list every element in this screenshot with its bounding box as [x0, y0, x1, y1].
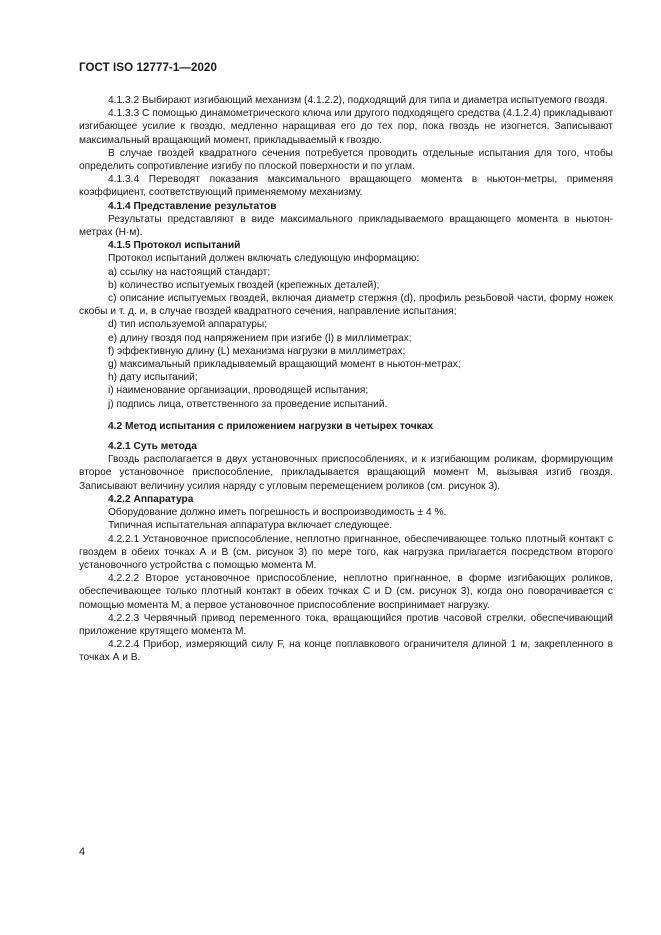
paragraph-4-1-3-3: 4.1.3.3 С помощью динамометрического ключа или другого подходящего средства (4.1.2.4) прикладывают изгибающее усилие к гвоздю, медленно наращивая его до тех пор, пока гвоздь не изогнется. Записывают максимальный вращающий момент, прикладываемый к гвоздю.	[79, 108, 613, 146]
paragraph-4-2-2-4: 4.2.2.4 Прибор, измеряющий силу F, на конце поплавкового ограничителя длиной 1 м, закрепленного в точках А и В.	[79, 639, 613, 664]
heading-4-2: 4.2 Метод испытания с приложением нагрузки в четырех точках	[108, 420, 434, 432]
list-item-d: d) тип используемой аппаратуры;	[108, 319, 268, 331]
paragraph-4-2-1: Гвоздь располагается в двух установочных приспособлениях, и к изгибающим роликам, формирующим второе установочное приспособление, прикладывается вращающий момент M, вызывая изгиб гвоздя. Записывают величину усилия наряду с угловым перемещением роликов (см. рисунок 3).	[79, 454, 613, 492]
list-item-b: b) количество испытуемых гвоздей (крепежных деталей);	[108, 279, 380, 291]
paragraph-4-1-4: Результаты представляют в виде максимального прикладываемого вращающего момента в ньютон-метрах (Н·м).	[79, 213, 613, 239]
page-number: 4	[79, 846, 86, 858]
heading-4-2-2: 4.2.2 Аппаратура	[108, 493, 194, 505]
list-item-g: g) максимальный прикладываемый вращающий момент в ньютон-метрах;	[108, 359, 461, 371]
list-item-f: f) эффективную длину (L) механизма нагрузки в миллиметрах;	[108, 345, 406, 357]
list-item-a: a) ссылку на настоящий стандарт;	[108, 266, 271, 278]
document-body	[79, 94, 613, 665]
paragraph-4-2-2-2: 4.2.2.2 Второе установочное приспособление, неплотно пригнанное, в форме изгибающих роликов, обеспечивающее только плотный контакт в обеих точках С и D (см. рисунок 3), когда оно поворачивается с помощью момента M, а первое установочное приспособление воспринимает нагрузку.	[79, 573, 613, 611]
heading-4-1-5: 4.1.5 Протокол испытаний	[108, 240, 241, 252]
heading-4-2-1: 4.2.1 Суть метода	[108, 441, 197, 453]
paragraph-4-2-2-accuracy: Оборудование должно иметь погрешность и воспроизводимость ± 4 %.	[108, 507, 447, 519]
paragraph-4-1-3-4: 4.1.3.4 Переводят показания максимального вращающего момента в ньютон-метры, применяя коэффициент, соответствующий применяемому механизму.	[79, 174, 613, 199]
paragraph-4-1-5: Протокол испытаний должен включать следующую информацию:	[108, 253, 420, 265]
heading-4-1-4: 4.1.4 Представление результатов	[108, 200, 277, 212]
paragraph-4-1-3-2: 4.1.3.2 Выбирают изгибающий механизм (4.1.2.2), подходящий для типа и диаметра испытуемого гвоздя.	[108, 95, 608, 106]
list-item-j: j) подпись лица, ответственного за проведение испытаний.	[108, 398, 388, 410]
list-item-h: h) дату испытаний;	[108, 372, 198, 384]
paragraph-4-2-2-typical: Типичная испытательная аппаратура включает следующее.	[108, 520, 393, 532]
document-header: ГОСТ ISO 12777-1—2020	[79, 62, 217, 74]
paragraph-square-nails: В случае гвоздей квадратного сечения потребуется проводить отдельные испытания для того, чтобы определить сопротивление изгибу по плоской поверхности и по углам.	[79, 147, 613, 173]
list-item-i: i) наименование организации, проводящей испытания;	[108, 385, 369, 397]
list-item-c: c) описание испытуемых гвоздей, включая диаметр стержня (d), профиль резьбовой части, форму ножек скобы и т. д. и, в случае гвоздей квадратного сечения, направление испытания;	[79, 293, 613, 318]
paragraph-4-2-2-1: 4.2.2.1 Установочное приспособление, неплотно пригнанное, обеспечивающее только плотный контакт с гвоздем в обеих точках А и В (см. рисунок 3) по мере того, как нагрузка прилагается посредством второго установочного устройства с помощью момента M.	[79, 533, 613, 571]
list-item-e: e) длину гвоздя под напряжением при изгибе (l) в миллиметрах;	[108, 332, 412, 344]
paragraph-4-2-2-3: 4.2.2.3 Червячный привод переменного тока, вращающийся против часовой стрелки, обеспечивающий приложение крутящего момента M.	[79, 612, 613, 637]
